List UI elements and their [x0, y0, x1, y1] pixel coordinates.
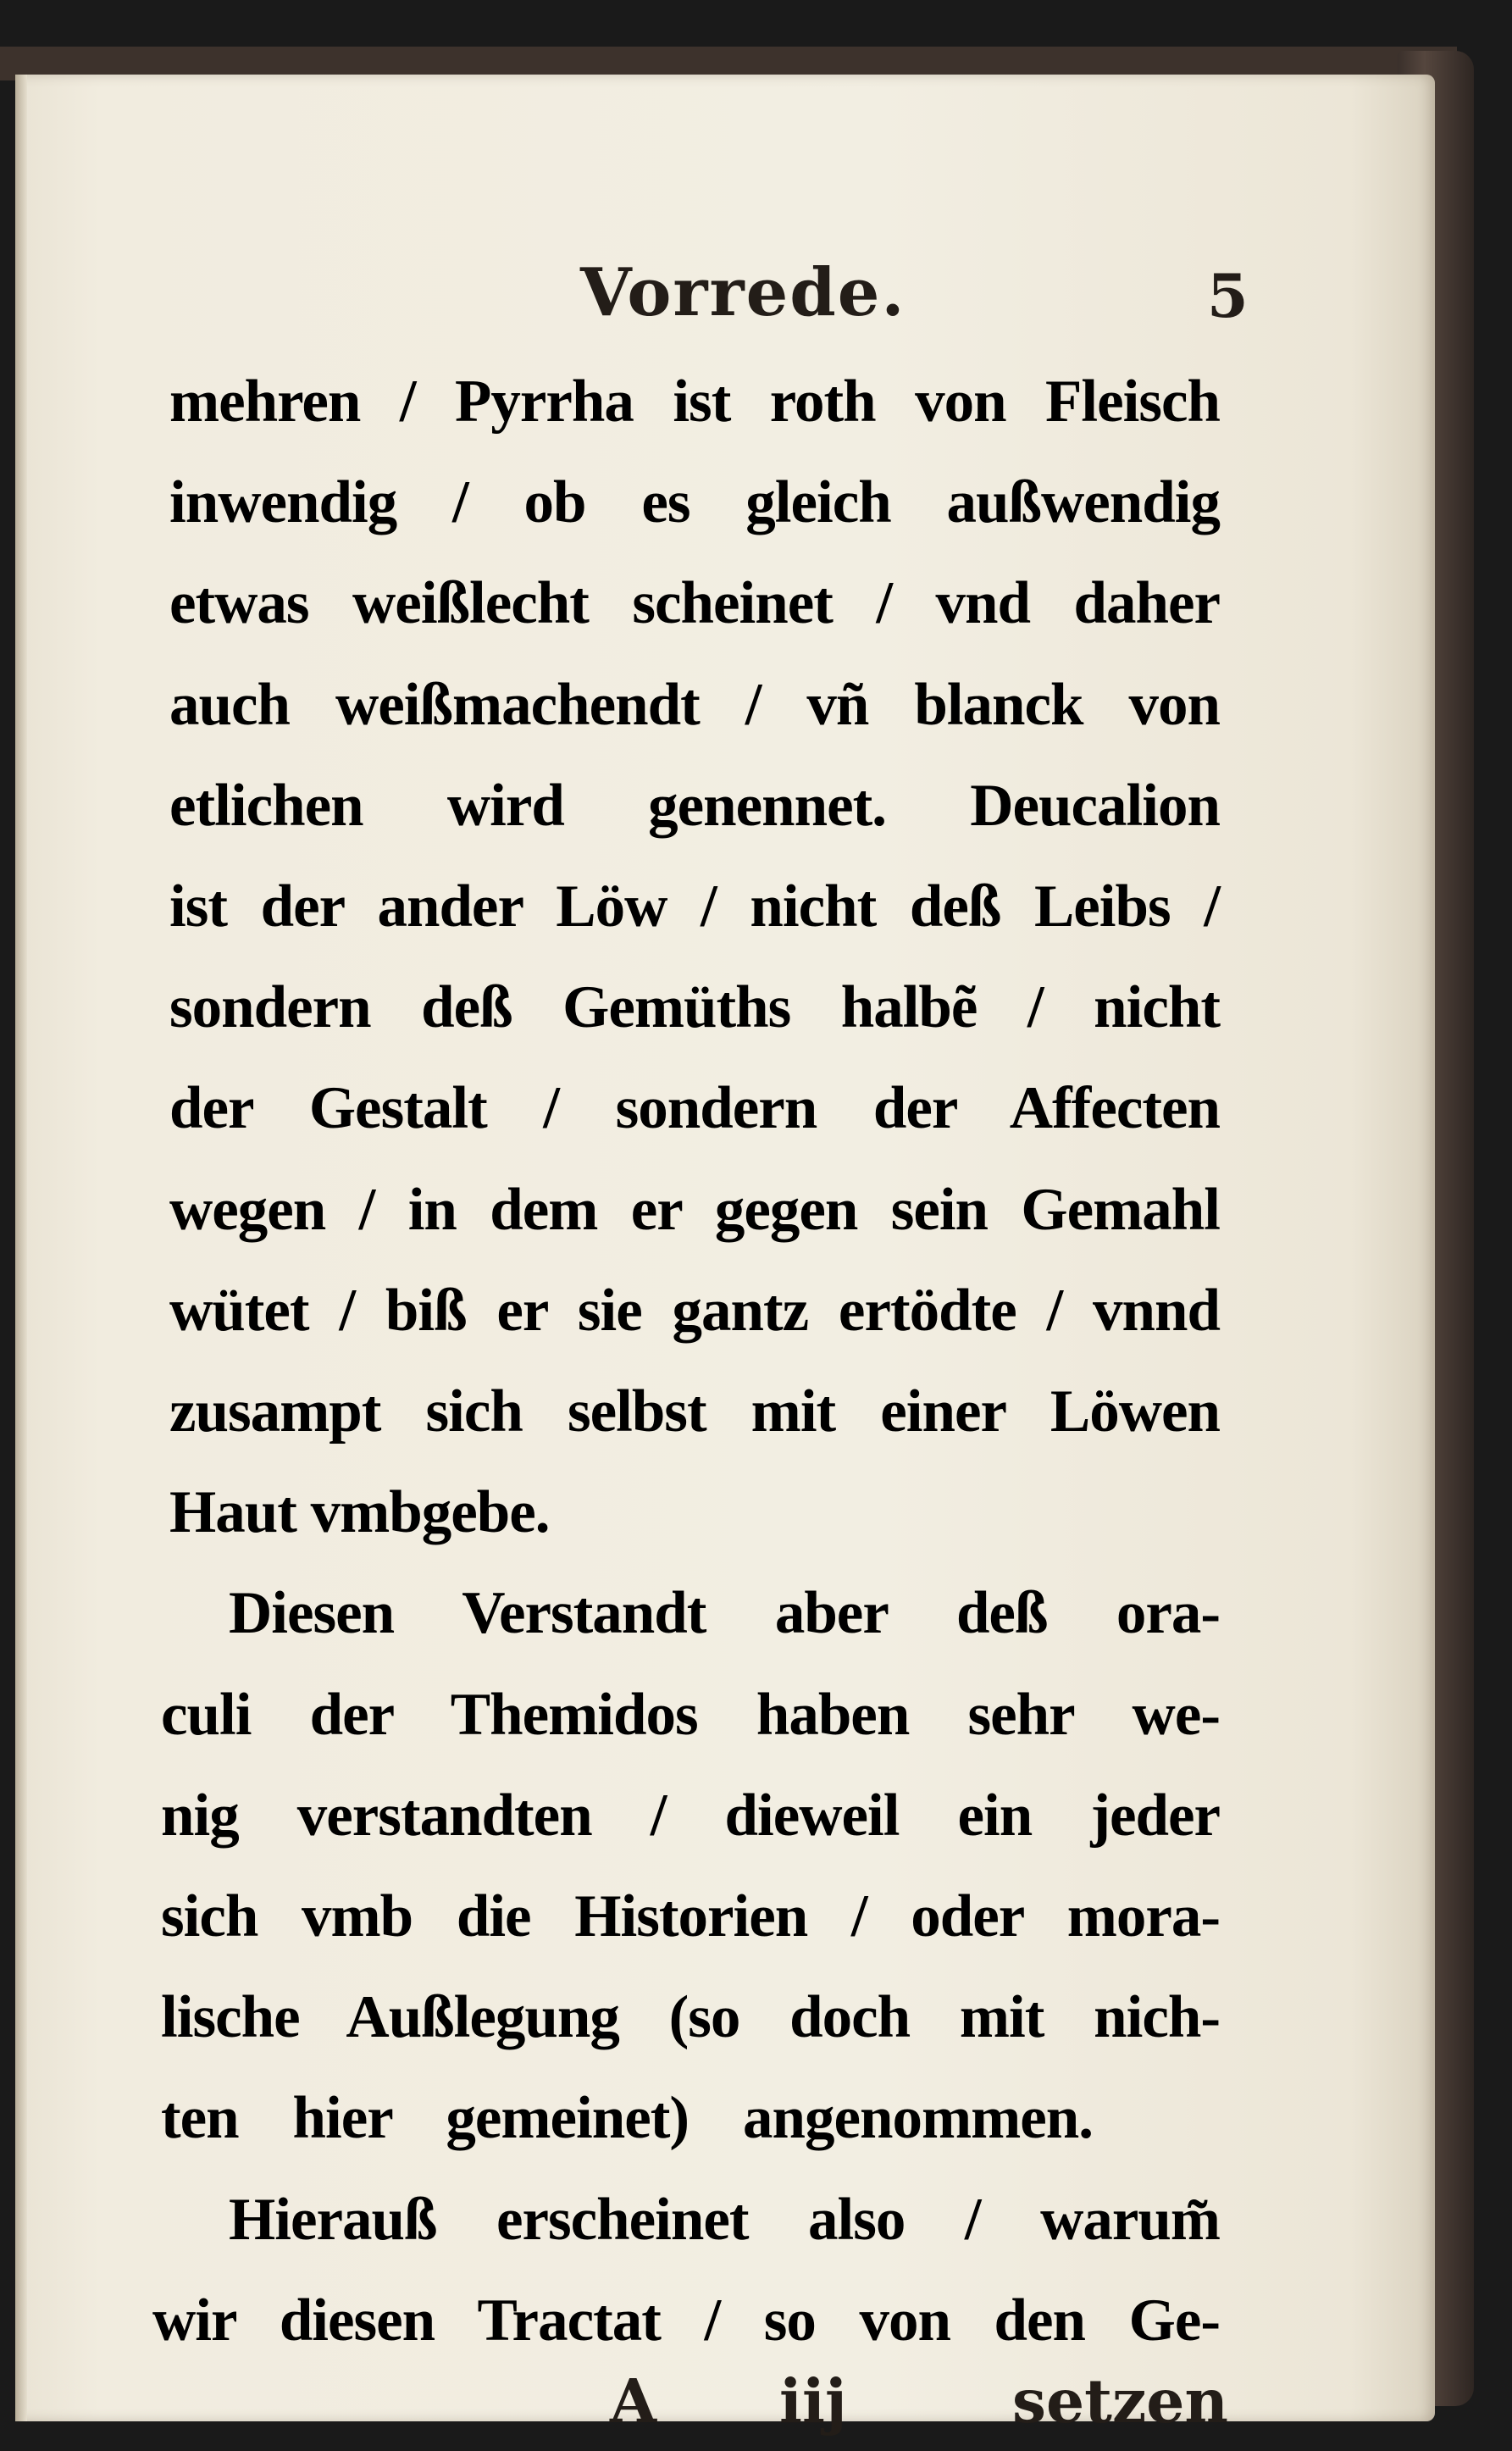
catchword: setzen: [1012, 2365, 1229, 2437]
signature-number: iij: [779, 2365, 847, 2437]
text-line: auch weißmachendt / vñ blanck von: [169, 671, 1220, 738]
page-number: 5: [1207, 261, 1249, 331]
text-line: sich vmb die Historien / oder mora-: [161, 1883, 1220, 1949]
page-text-block: [157, 254, 1249, 354]
text-line: der Gestalt / sondern der Affecten: [169, 1075, 1220, 1142]
text-line: ten hier gemeinet) angenommen.: [161, 2085, 1093, 2152]
text-line: culi der Themidos haben sehr we-: [161, 1681, 1220, 1748]
page-header: [157, 254, 1249, 354]
text-line: wegen / in dem er gegen sein Gemahl: [169, 1176, 1220, 1243]
text-line: etlichen wird genennet. Deucalion: [169, 772, 1220, 839]
text-line: etwas weißlecht scheinet / vnd daher: [169, 570, 1220, 637]
text-line: Hierauß erscheinet also / warum̃: [229, 2186, 1220, 2253]
text-line: ist der ander Löw / nicht deß Leibs /: [169, 873, 1220, 940]
text-line: Diesen Verstandt aber deß ora-: [229, 1580, 1220, 1647]
text-line: sondern deß Gemüths halbẽ / nicht: [169, 974, 1220, 1041]
text-line: lische Außlegung (so doch mit nich-: [161, 1984, 1220, 2051]
text-line: Haut vmbgebe.: [169, 1479, 550, 1546]
text-line: mehren / Pyrrha ist roth von Fleisch: [169, 369, 1220, 435]
text-line: zusampt sich selbst mit einer Löwen: [169, 1378, 1220, 1445]
text-line: nig verstandten / dieweil ein jeder: [161, 1782, 1220, 1849]
text-line: wütet / biß er sie gantz ertödte / vnnd: [169, 1277, 1220, 1344]
page-gutter: [15, 75, 27, 2421]
text-line: inwendig / ob es gleich außwendig: [169, 469, 1220, 536]
text-line: wir diesen Tractat / so von den Ge-: [152, 2287, 1220, 2354]
running-head: Vorrede.: [580, 254, 906, 331]
signature-mark: A: [610, 2365, 657, 2437]
